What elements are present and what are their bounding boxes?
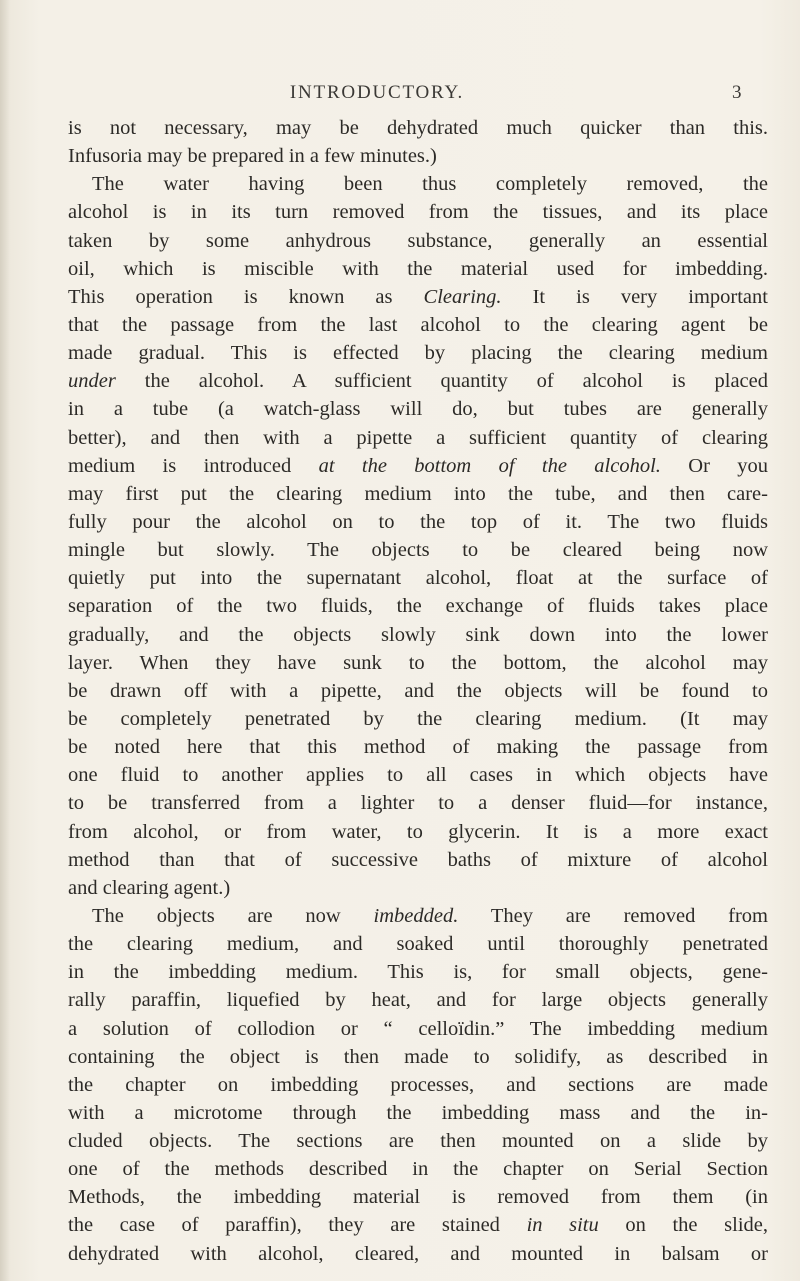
text-run: on the slide, (598, 1214, 768, 1237)
text-line: is not necessary, may be dehydrated much quicker than this. (68, 117, 768, 139)
text-line: oil, which is miscible with the material used for imbedding. (68, 257, 768, 280)
text-run: the alcohol. A sufficient quantity of alcohol is placed (115, 370, 768, 393)
text-line (68, 902, 768, 930)
text-line: be drawn off with a pipette, and the objects will be found to (68, 679, 768, 702)
text-line: the chapter on imbedding processes, and sections are made (68, 1073, 768, 1096)
text-line: with a microtome through the imbedding mass and the in- (68, 1101, 768, 1124)
italic-text: imbedded. (373, 904, 459, 927)
text-line: fully pour the alcohol on to the top of it. The two fluids (68, 510, 768, 533)
text-line: one fluid to another applies to all cases in which objects have (68, 764, 768, 787)
text-line (68, 367, 768, 395)
text-run: medium is introduced (68, 454, 319, 477)
text-line: alcohol is in its turn removed from the tissues, and its place (68, 201, 768, 224)
text-line: containing the object is then made to solidify, as described in (68, 1045, 768, 1068)
text-line (68, 452, 768, 480)
text-line: be completely penetrated by the clearing medium. (It may (68, 707, 768, 730)
text-line: the clearing medium, and soaked until thoroughly penetrated (68, 933, 768, 956)
running-head (0, 82, 800, 108)
text-line: dehydrated with alcohol, cleared, and mounted in balsam or (68, 1242, 768, 1265)
text-run: This operation is known as (68, 285, 424, 308)
body-text (68, 114, 768, 1268)
text-line: be noted here that this method of making the passage from (68, 736, 768, 759)
italic-text: Clearing. (423, 285, 502, 308)
text-line: one of the methods described in the chapter on Serial Section (68, 1158, 768, 1181)
text-line: in a tube (a watch-glass will do, but tubes are generally (68, 398, 768, 421)
text-run: The objects are now (92, 904, 374, 927)
italic-text: under (68, 370, 116, 393)
text-line: Methods, the imbedding material is removed from them (in (68, 1186, 768, 1209)
text-line: made gradual. This is effected by placing the clearing medium (68, 342, 768, 365)
text-line: that the passage from the last alcohol to the clearing agent be (68, 313, 768, 336)
text-line: in the imbedding medium. This is, for small objects, gene- (68, 961, 768, 984)
text-run: Or you (660, 454, 768, 477)
page-number: 3 (732, 82, 742, 103)
text-line: from alcohol, or from water, to glycerin. It is a more exact (68, 820, 768, 843)
text-line (68, 283, 768, 311)
text-line (68, 1211, 768, 1239)
text-line: and clearing agent.) (68, 876, 231, 899)
text-line: method than that of successive baths of mixture of alcohol (68, 848, 768, 871)
text-line: layer. When they have sunk to the bottom, the alcohol may (68, 651, 768, 674)
italic-text: in situ (526, 1214, 599, 1237)
text-line: separation of the two fluids, the exchange of fluids takes place (68, 595, 768, 618)
text-line: mingle but slowly. The objects to be cleared being now (68, 539, 768, 562)
running-head-title: INTRODUCTORY. (289, 82, 465, 103)
text-line: rally paraffin, liquefied by heat, and for large objects generally (68, 989, 768, 1012)
text-line: to be transferred from a lighter to a denser fluid—for instance, (68, 792, 768, 815)
text-line: taken by some anhydrous substance, generally an essential (68, 229, 768, 252)
text-run: They are removed from (458, 904, 768, 927)
text-line: a solution of collodion or “ celloïdin.” The imbedding medium (68, 1017, 768, 1040)
italic-text: at the bottom of the alcohol. (318, 454, 661, 477)
text-line: Infusoria may be prepared in a few minutes.) (68, 145, 437, 168)
text-line: cluded objects. The sections are then mounted on a slide by (68, 1130, 768, 1153)
text-line: may first put the clearing medium into the tube, and then care- (68, 482, 768, 505)
text-line: gradually, and the objects slowly sink down into the lower (68, 623, 768, 646)
text-line: The water having been thus completely removed, the (92, 173, 768, 196)
text-run: It is very important (501, 285, 768, 308)
text-line: better), and then with a pipette a sufficient quantity of clearing (68, 426, 768, 449)
text-run: the case of paraffin), they are stained (68, 1214, 527, 1237)
binding-shadow (0, 0, 10, 1281)
text-line: quietly put into the supernatant alcohol, float at the surface of (68, 567, 768, 590)
